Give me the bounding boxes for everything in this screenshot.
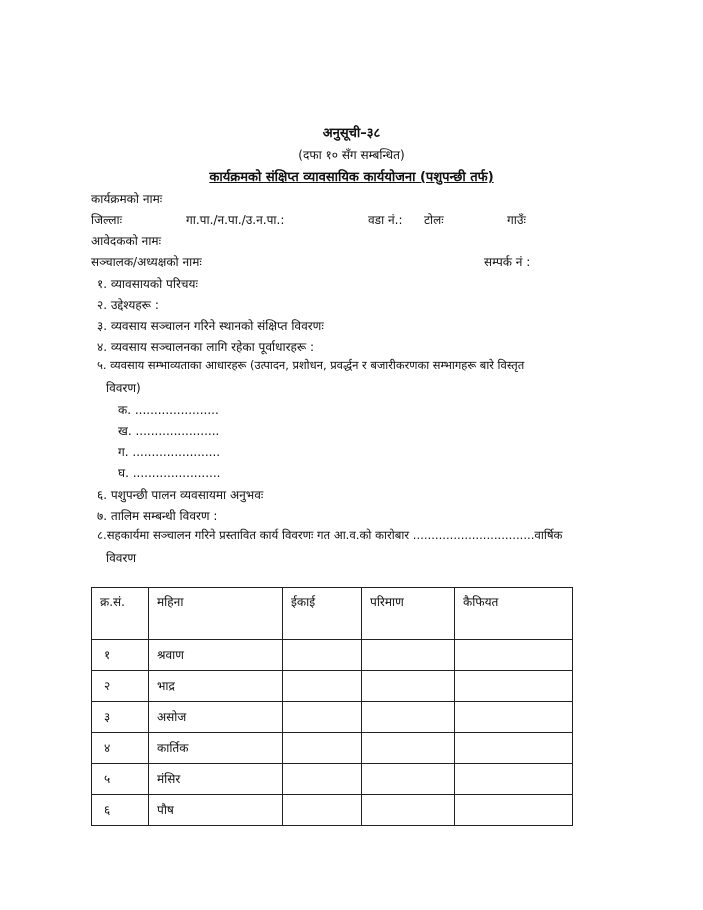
row-remarks-cell	[455, 733, 573, 764]
row-month: पौष	[149, 795, 283, 826]
row-quantity-cell	[362, 733, 455, 764]
tole-label: टोलः	[424, 213, 444, 227]
row-remarks-cell	[455, 640, 573, 671]
section-reference: (दफा १० सँग सम्बन्धित)	[298, 148, 405, 162]
table-row	[92, 640, 573, 671]
row-serial: २	[92, 671, 149, 702]
row-remarks-cell	[455, 671, 573, 702]
row-unit-cell	[283, 702, 362, 733]
item-5-continued: विवरण)	[106, 381, 141, 395]
schedule-number: अनुसूची–३८	[322, 126, 381, 141]
row-quantity-cell	[362, 640, 455, 671]
header-month: महिना	[149, 588, 283, 640]
operator-label: सञ्चालक/अध्यक्षको नामः	[91, 255, 202, 269]
district-label: जिल्लाः	[91, 213, 123, 227]
table-row	[92, 764, 573, 795]
row-unit-cell	[283, 764, 362, 795]
item-3: ३. व्यवसाय सञ्चालन गरिने स्थानको संक्षिप्त विवरणः	[97, 319, 324, 333]
item-5: ५. व्यवसाय सम्भाव्यताका आधारहरू (उत्पादन, प्रशोधन, प्रवर्द्धन र बजारीकरणका सम्भागहरू बारे विस्तृत	[97, 358, 525, 372]
sub-item-kha: ख. ......................	[118, 424, 220, 438]
row-quantity-cell	[362, 795, 455, 826]
row-serial: ४	[92, 733, 149, 764]
sub-item-ka: क. ......................	[118, 403, 219, 417]
row-serial: ५	[92, 764, 149, 795]
sub-item-gha: घ. .......................	[118, 466, 221, 480]
program-name-label: कार्यक्रमको नामः	[91, 192, 163, 206]
row-quantity-cell	[362, 671, 455, 702]
row-serial: ६	[92, 795, 149, 826]
row-unit-cell	[283, 733, 362, 764]
municipality-label: गा.पा./न.पा./उ.न.पा.:	[186, 213, 285, 227]
item-1: १. व्यावसायको परिचयः	[97, 277, 198, 291]
row-remarks-cell	[455, 702, 573, 733]
item-8-continued: विवरण	[106, 551, 137, 565]
item-2: २. उद्देश्यहरू :	[97, 298, 159, 312]
table-row	[92, 795, 573, 826]
document-title: कार्यक्रमको संक्षिप्त व्यावसायिक कार्ययोजना (पशुपन्छी तर्फ)	[209, 170, 494, 185]
row-serial: १	[92, 640, 149, 671]
contact-label: सम्पर्क नं :	[484, 255, 531, 269]
row-month: भाद्र	[149, 671, 283, 702]
header-serial: क्र.सं.	[92, 588, 149, 640]
item-6: ६. पशुपन्छी पालन व्यवसायमा अनुभवः	[97, 488, 264, 502]
row-month: मंसिर	[149, 764, 283, 795]
header-remarks: कैफियत	[455, 588, 573, 640]
table-row	[92, 733, 573, 764]
header-unit: ईकाई	[283, 588, 362, 640]
item-4: ४. व्यवसाय सञ्चालनका लागि रहेका पूर्वाधारहरू :	[97, 340, 315, 354]
monthly-table	[91, 587, 573, 826]
row-month: असोज	[149, 702, 283, 733]
row-month: श्रवाण	[149, 640, 283, 671]
row-month: कार्तिक	[149, 733, 283, 764]
table-header-row	[92, 588, 573, 640]
row-unit-cell	[283, 640, 362, 671]
row-remarks-cell	[455, 764, 573, 795]
table-row	[92, 702, 573, 733]
header-quantity: परिमाण	[362, 588, 455, 640]
row-quantity-cell	[362, 764, 455, 795]
item-8: ८.सहकार्यमा सञ्चालन गरिने प्रस्तावित कार्य विवरणः गत आ.व.को कारोबार .................................वार्षिक	[97, 528, 563, 542]
applicant-label: आवेदकको नामः	[91, 234, 162, 248]
table-row	[92, 671, 573, 702]
row-remarks-cell	[455, 795, 573, 826]
sub-item-ga: ग. .......................	[118, 445, 221, 459]
row-quantity-cell	[362, 702, 455, 733]
row-unit-cell	[283, 795, 362, 826]
row-serial: ३	[92, 702, 149, 733]
village-label: गाउँः	[507, 213, 526, 227]
ward-label: वडा नं.:	[368, 213, 403, 227]
row-unit-cell	[283, 671, 362, 702]
item-7: ७. तालिम सम्बन्धी विवरण :	[97, 509, 218, 523]
